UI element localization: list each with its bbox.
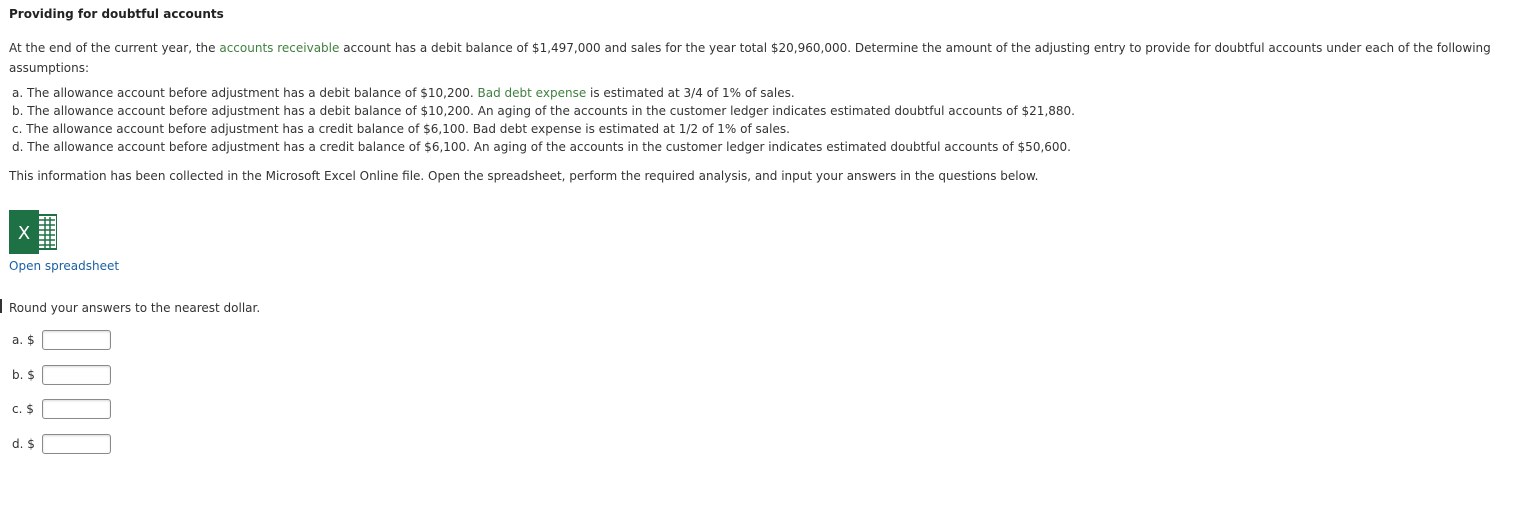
assumption-b: b. The allowance account before adjustment has a debit balance of $10,200. An aging of the accounts in the customer ledger indicates estimated doubtful accounts of $21,880. bbox=[12, 104, 1075, 118]
assumptions-list bbox=[12, 84, 1075, 156]
intro-text-2: account has a debit balance of $1,497,000 and sales for the year total $20,960,000. Determine the amount of the adjusting entry to provide for doubtful accounts under each of the following assumptions: bbox=[9, 41, 1491, 75]
assumption-a-text-1: a. The allowance account before adjustment has a debit balance of $10,200. bbox=[12, 86, 478, 100]
assumption-d: d. The allowance account before adjustment has a credit balance of $6,100. An aging of the accounts in the customer ledger indicates estimated doubtful accounts of $50,600. bbox=[12, 140, 1071, 154]
answer-label-c: c. $ bbox=[12, 402, 34, 416]
excel-icon[interactable] bbox=[9, 210, 57, 254]
answer-input-b[interactable] bbox=[42, 365, 111, 385]
answer-row-a bbox=[12, 329, 111, 351]
accounts-receivable-link[interactable]: accounts receivable bbox=[219, 41, 340, 55]
answer-input-d[interactable] bbox=[42, 434, 111, 454]
answer-input-c[interactable] bbox=[42, 399, 111, 419]
answer-label-d: d. $ bbox=[12, 437, 35, 451]
question-marker-bar bbox=[0, 299, 2, 313]
question-intro bbox=[9, 38, 1509, 78]
question-title: Providing for doubtful accounts bbox=[9, 7, 224, 21]
info-text: This information has been collected in the Microsoft Excel Online file. Open the spreadsheet, perform the required analysis, and input your answers in the questions below. bbox=[9, 169, 1039, 183]
answer-row-c bbox=[12, 398, 111, 420]
answer-row-d bbox=[12, 433, 111, 455]
rounding-instruction: Round your answers to the nearest dollar. bbox=[9, 301, 261, 315]
intro-text-1: At the end of the current year, the bbox=[9, 41, 220, 55]
answer-label-a: a. $ bbox=[12, 333, 35, 347]
answer-row-b bbox=[12, 364, 111, 386]
assumption-a-text-2: is estimated at 3/4 of 1% of sales. bbox=[586, 86, 795, 100]
assumption-c: c. The allowance account before adjustment has a credit balance of $6,100. Bad debt expense is estimated at 1/2 of 1% of sales. bbox=[12, 122, 790, 136]
answer-label-b: b. $ bbox=[12, 368, 35, 382]
open-spreadsheet-link[interactable]: Open spreadsheet bbox=[9, 259, 120, 273]
answer-input-a[interactable] bbox=[42, 330, 111, 350]
bad-debt-expense-link[interactable]: Bad debt expense bbox=[477, 86, 587, 100]
assumption-a bbox=[12, 84, 1075, 102]
excel-icon-letter: X bbox=[17, 223, 31, 244]
